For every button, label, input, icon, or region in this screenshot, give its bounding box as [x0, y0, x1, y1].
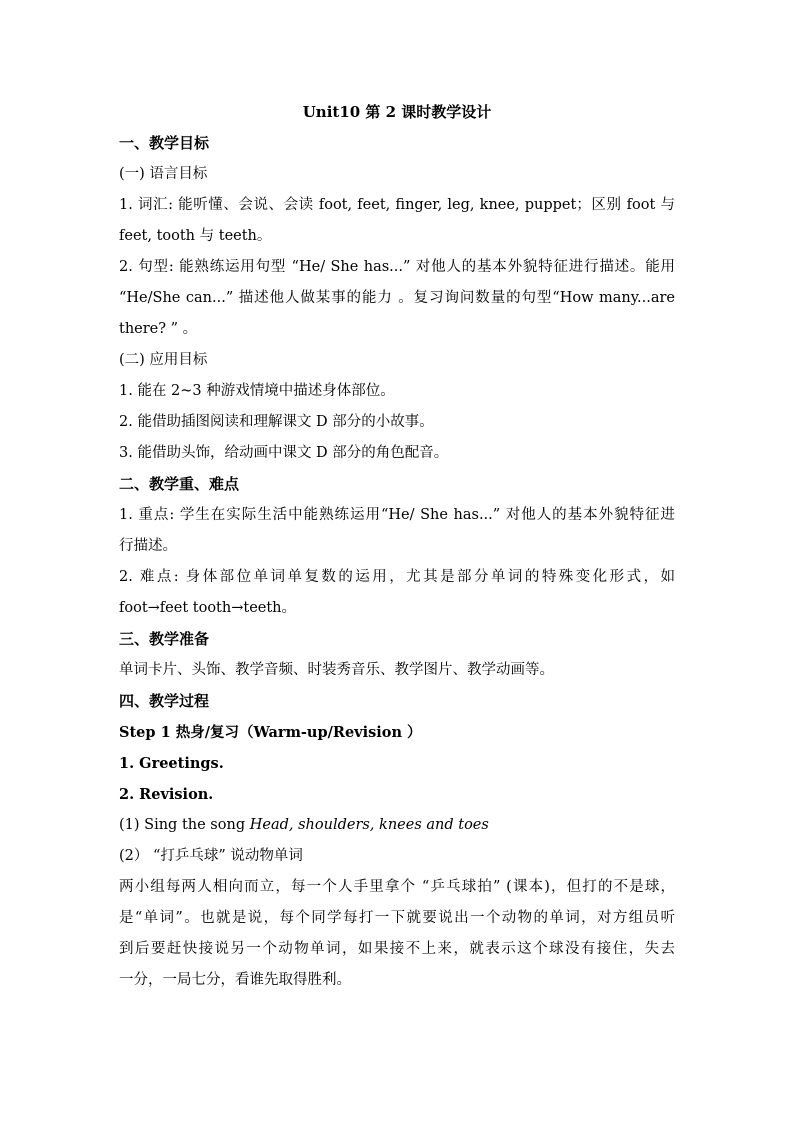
step-revision: 2. Revision. [119, 786, 214, 803]
paragraph-difficulty: 2. 难点: 身体部位单词单复数的运用，尤其是部分单词的特殊变化形式，如 [119, 569, 675, 585]
section-heading-key-points: 二、教学重、难点 [119, 475, 240, 493]
pingpong-heading: (2） “打乒乓球” 说动物单词 [119, 848, 303, 864]
document-page [119, 97, 675, 996]
section-heading-process: 四、教学过程 [119, 692, 210, 710]
paragraph-difficulty-cont: foot→feet tooth→teeth。 [119, 600, 297, 616]
paragraph-sentence-patterns-cont: “He/She can...” 描述他人做某事的能力 。复习询问数量的句型“How many...are [119, 290, 675, 306]
step-greetings: 1. Greetings. [119, 755, 224, 772]
pingpong-paragraph-line-3: 到后要赶快接说另一个动物单词，如果接不上来，就表示这个球没有接住，失去 [119, 941, 675, 957]
application-goal-1: 1. 能在 2~3 种游戏情境中描述身体部位。 [119, 383, 395, 399]
paragraph-preparation: 单词卡片、头饰、教学音频、时装秀音乐、教学图片、教学动画等。 [119, 662, 554, 678]
paragraph-vocabulary-cont: feet, tooth 与 teeth。 [119, 228, 272, 244]
sing-prefix: (1) Sing the song [119, 817, 250, 833]
sing-song-line [119, 810, 675, 841]
application-goal-2: 2. 能借助插图阅读和理解课文 D 部分的小故事。 [119, 414, 434, 430]
paragraph-sentence-patterns: 2. 句型: 能熟练运用句型 “He/ She has...” 对他人的基本外貌特征进行描述。能用 [119, 259, 675, 275]
step-1-heading: Step 1 热身/复习（Warm-up/Revision ） [119, 724, 422, 741]
subheading-language-goals: (一) 语言目标 [119, 166, 208, 182]
paragraph-key-point-cont: 行描述。 [119, 538, 177, 554]
document-title: Unit10 第 2 课时教学设计 [302, 103, 492, 121]
paragraph-vocabulary: 1. 词汇: 能听懂、会说、会读 foot, feet, finger, leg, knee, puppet；区别 foot 与 [119, 197, 675, 213]
paragraph-sentence-patterns-end: there? ” 。 [119, 321, 198, 337]
subheading-application-goals: (二) 应用目标 [119, 352, 208, 368]
pingpong-paragraph-line-4: 一分，一局七分，看谁先取得胜利。 [119, 972, 351, 988]
song-title: Head, shoulders, knees and toes [249, 817, 489, 833]
pingpong-paragraph-line-2: 是“单词”。也就是说，每个同学每打一下就要说出一个动物的单词，对方组员听 [119, 910, 675, 926]
application-goal-3: 3. 能借助头饰，给动画中课文 D 部分的角色配音。 [119, 445, 449, 461]
section-heading-preparation: 三、教学准备 [119, 630, 210, 648]
pingpong-paragraph-line-1: 两小组每两人相向而立，每一个人手里拿个 “乒乓球拍” (课本)，但打的不是球， [119, 879, 675, 895]
paragraph-key-point: 1. 重点: 学生在实际生活中能熟练运用“He/ She has...” 对他人的基本外貌特征进 [119, 507, 675, 523]
section-heading-objectives: 一、教学目标 [119, 134, 210, 152]
